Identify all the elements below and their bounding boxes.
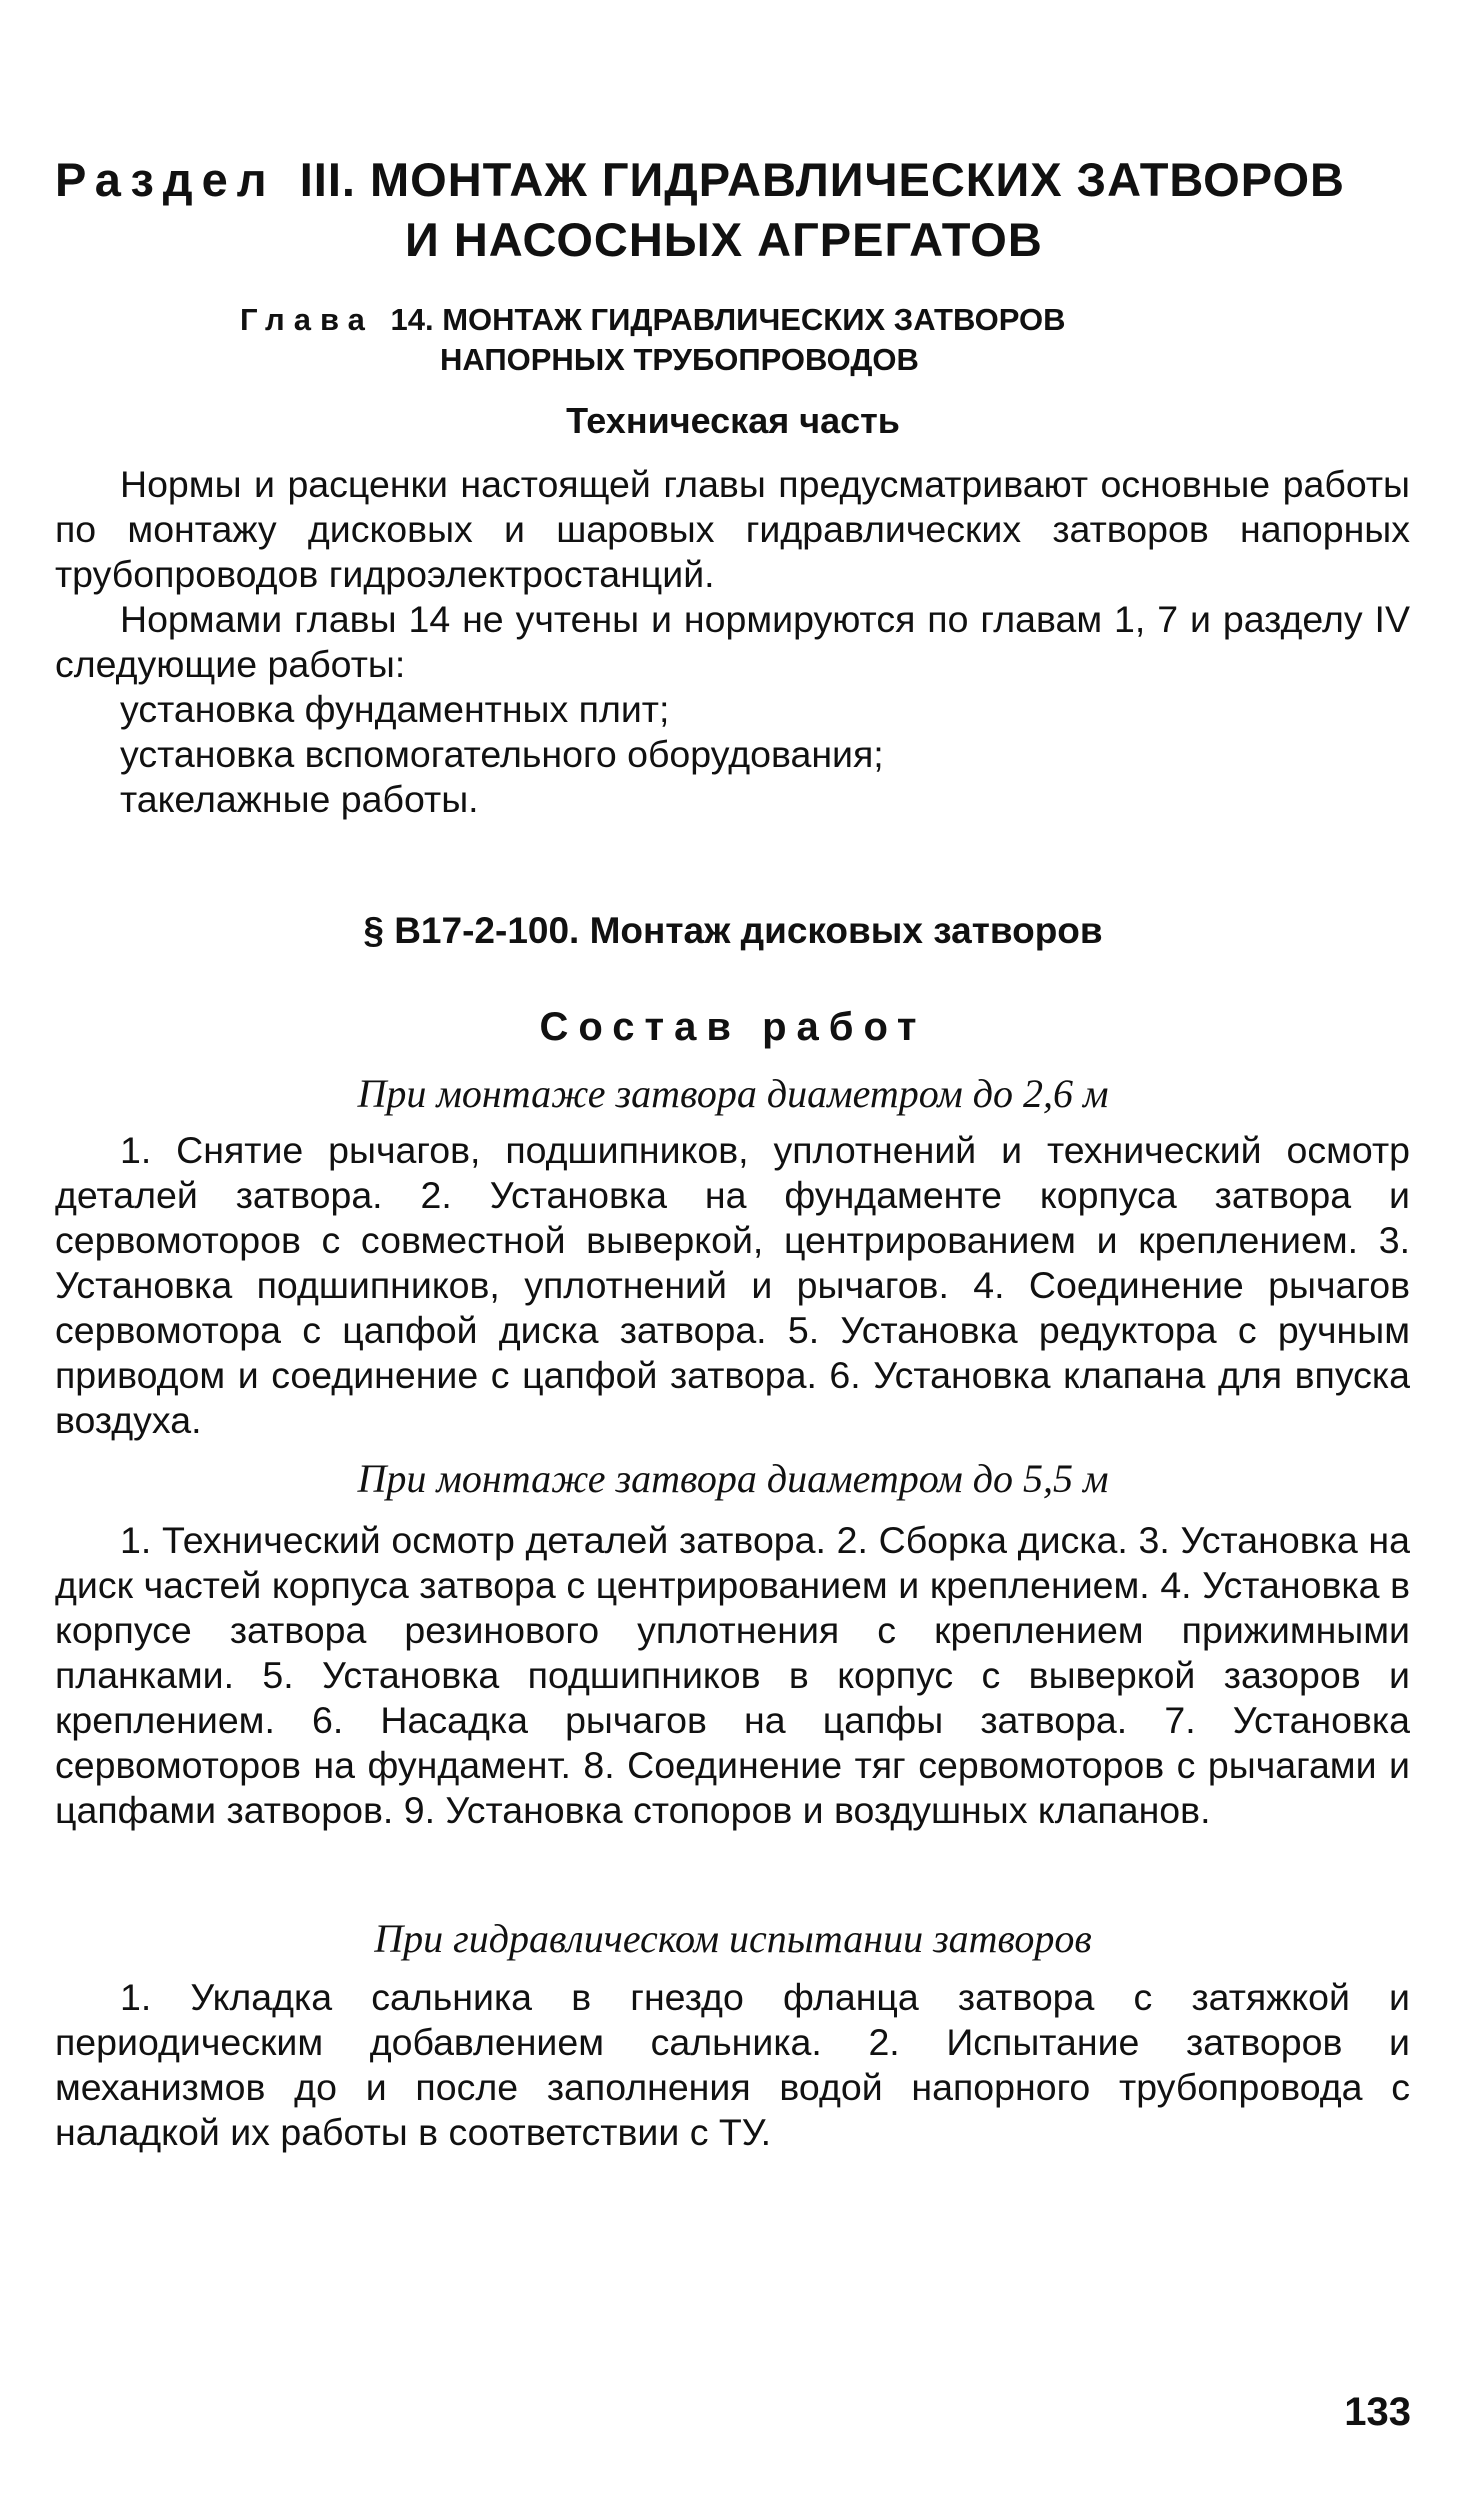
section-label: Раздел [55, 153, 276, 206]
paragraph-heading: § В17-2-100. Монтаж дисковых затворов [363, 910, 1103, 951]
section-number-title: III. МОНТАЖ ГИДРАВЛИЧЕСКИХ ЗАТВОРОВ [299, 153, 1345, 206]
list-item: установка фундаментных плит; [120, 688, 670, 730]
subheading-hydraulic-test: При гидравлическом испытании затворов [374, 1916, 1092, 1961]
works-text-5-5m: 1. Технический осмотр деталей затвора. 2. Сборка диска. 3. Установка на диск частей корпуса затвора с центрированием и креплением. 4. Установка в корпусе затвора резинового уплотнения с креплением прижимными планками. 5. Установка подшипников в корпус с выверкой зазоров и креплением. 6. Насадка рычагов на цапфы затвора. 7. Установка сервомоторов на фундамент. 8. Соединение тяг сервомоторов с рычагами и цапфами затворов. 9. Установка стопоров и воздушных клапанов. [55, 1519, 1410, 1831]
section-title [55, 150, 1415, 270]
chapter-title-line2: НАПОРНЫХ ТРУБОПРОВОДОВ [440, 342, 919, 377]
technical-part-heading: Техническая часть [566, 400, 900, 441]
page-number: 133 [1344, 2390, 1411, 2434]
section-title-line2: И НАСОСНЫХ АГРЕГАТОВ [405, 213, 1043, 266]
technical-paragraph-1: Нормы и расценки настоящей главы предусматривают основные работы по монтажу дисковых и шаровых гидравлических затворов напорных трубопроводов гидроэлектростанций. [55, 463, 1410, 595]
works-text-hydraulic-test: 1. Укладка сальника в гнездо фланца затвора с затяжкой и периодическим добавлением сальника. 2. Испытание затворов и механизмов до и после заполнения водой напорного трубопровода с наладкой их работы в соответствии с ТУ. [55, 1976, 1410, 2153]
subheading-5-5m: При монтаже затвора диаметром до 5,5 м [357, 1456, 1109, 1501]
list-item: установка вспомогательного оборудования; [120, 733, 884, 775]
chapter-number-title: 14. МОНТАЖ ГИДРАВЛИЧЕСКИХ ЗАТВОРОВ [390, 302, 1066, 337]
technical-paragraph-2: Нормами главы 14 не учтены и нормируются по главам 1, 7 и разделу IV следующие работы: [55, 598, 1410, 685]
subheading-2-6m: При монтаже затвора диаметром до 2,6 м [357, 1071, 1109, 1116]
chapter-label: Глава [240, 302, 374, 337]
excluded-works-list [120, 687, 884, 822]
list-item: такелажные работы. [120, 778, 479, 820]
composition-heading: Состав работ [539, 1005, 927, 1049]
works-text-2-6m: 1. Снятие рычагов, подшипников, уплотнений и технический осмотр деталей затвора. 2. Установка на фундаменте корпуса затвора и сервомоторов с совместной выверкой, центрированием и креплением. 3. Установка подшипников, уплотнений и рычагов. 4. Соединение рычагов сервомотора с цапфой диска затвора. 5. Установка редуктора с ручным приводом и соединение с цапфой затвора. 6. Установка клапана для впуска воздуха. [55, 1129, 1410, 1441]
chapter-title [240, 300, 1240, 380]
